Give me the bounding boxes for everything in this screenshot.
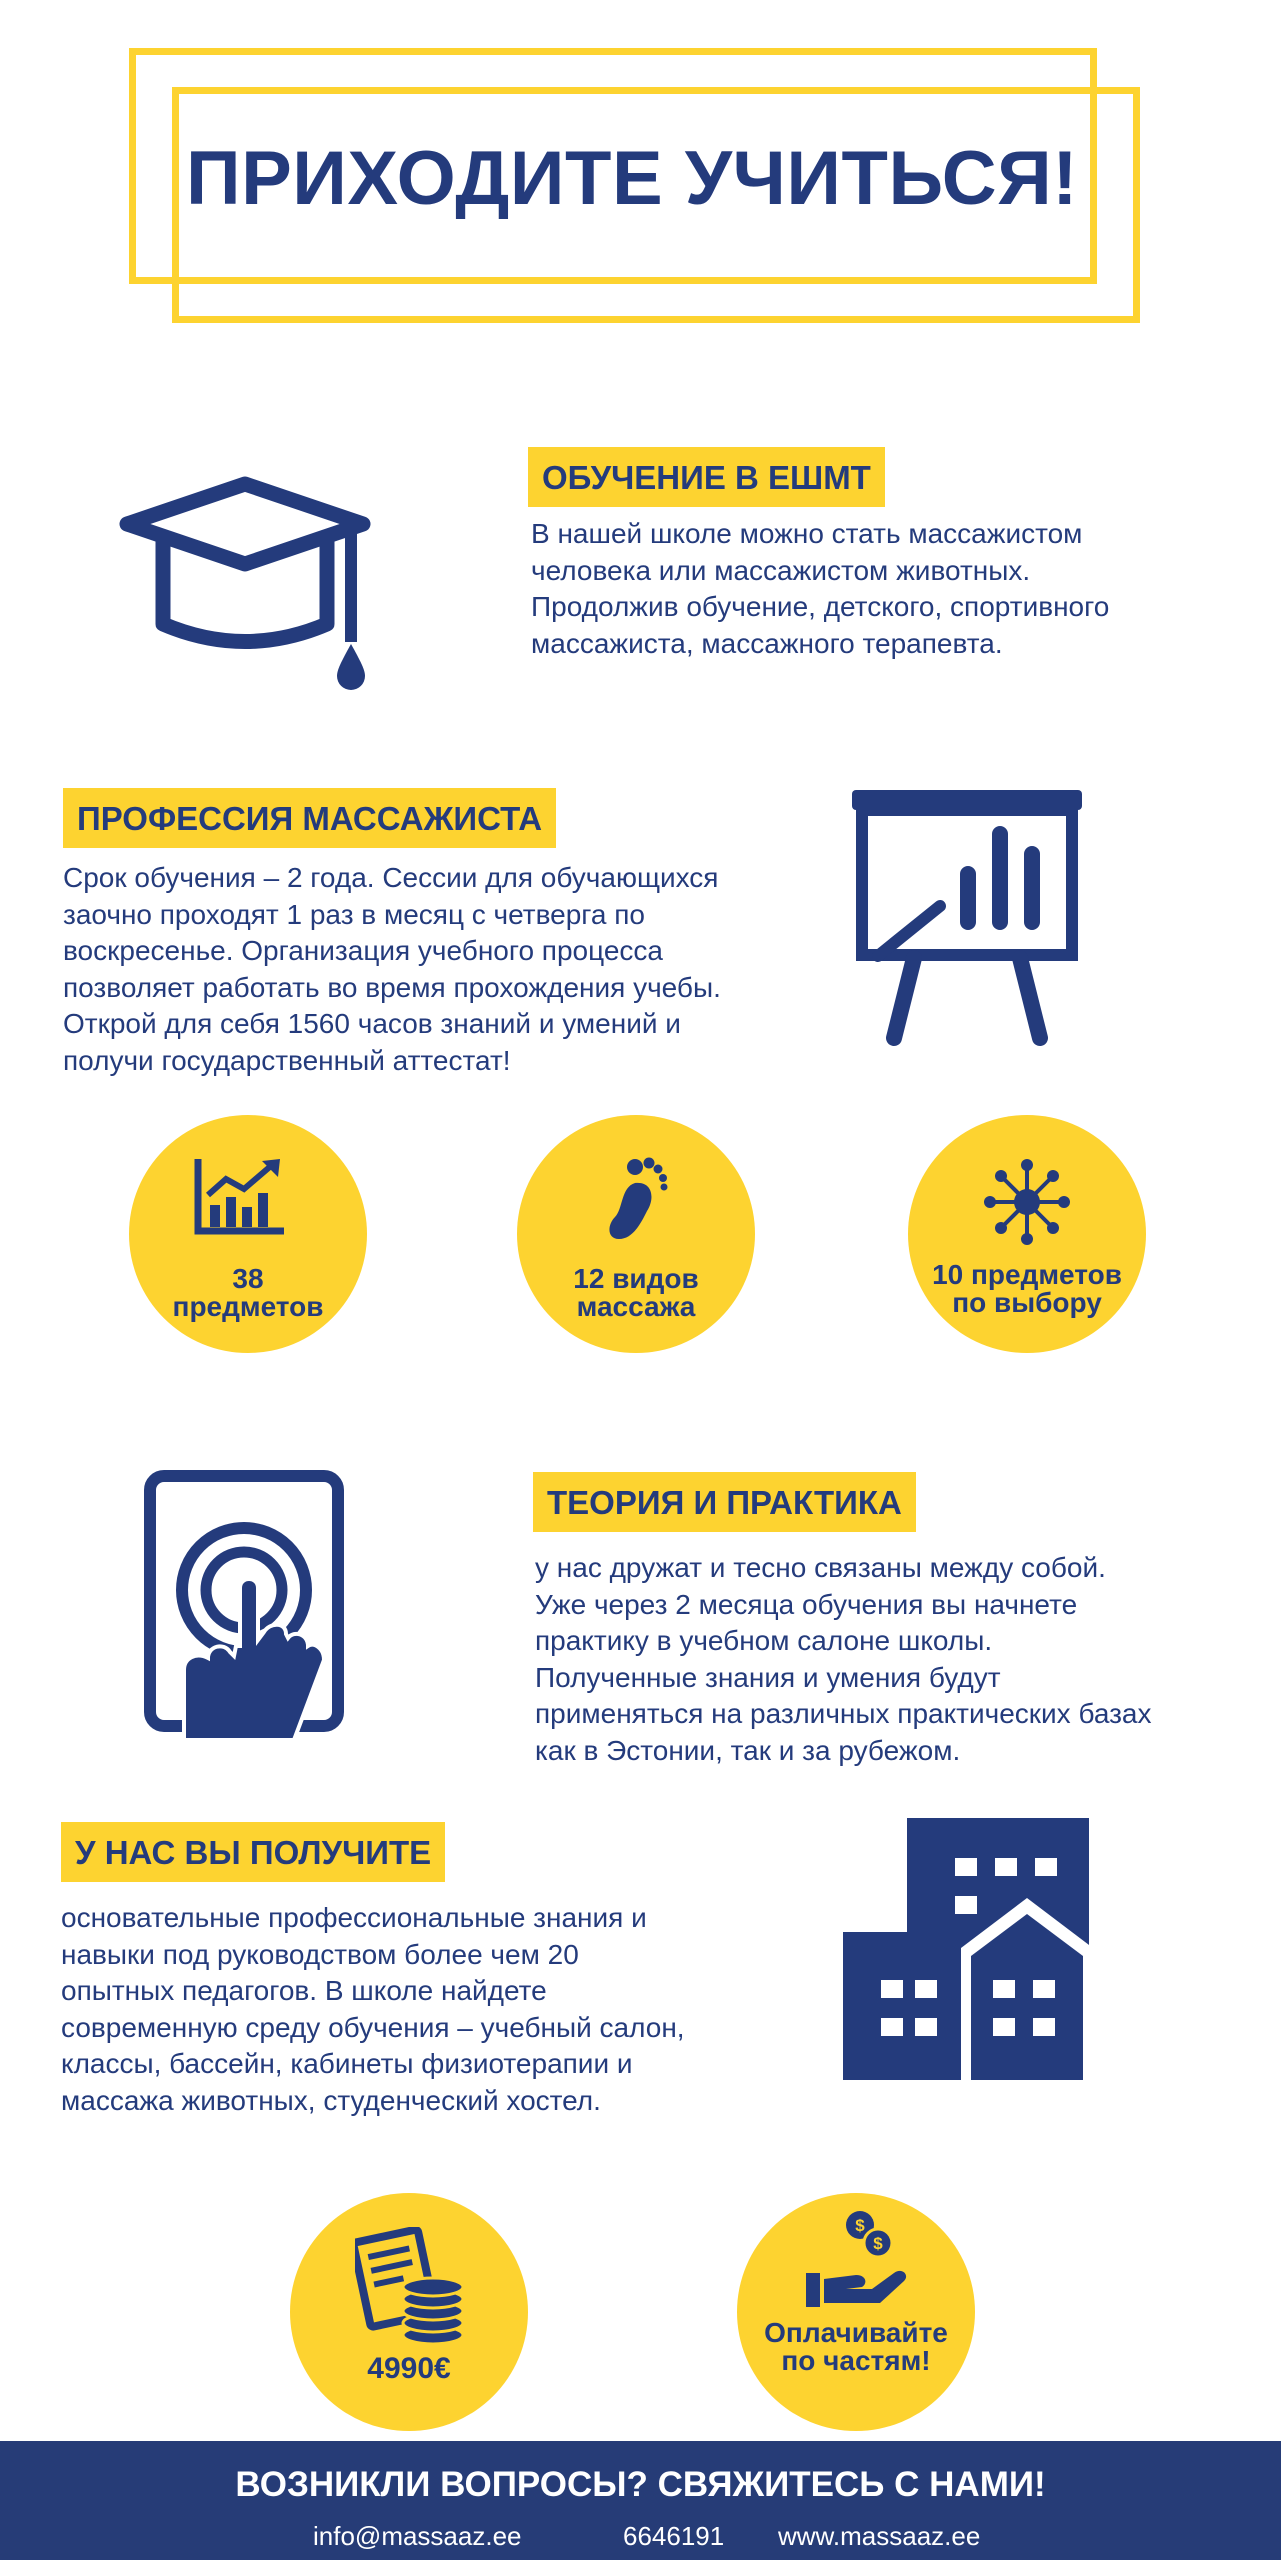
stat-value: 38 (232, 1263, 264, 1294)
paragraph-line: Открой для себя 1560 часов знаний и умений и (63, 1008, 681, 1039)
heading-profession: ПРОФЕССИЯ МАССАЖИСТА (63, 788, 556, 848)
price-value: 4990€ (367, 2352, 451, 2385)
paragraph-line: опытных педагогов. В школе найдете (61, 1975, 547, 2006)
stat-label (129, 1265, 367, 1321)
stat-label (908, 1261, 1146, 1317)
installments-line1: Оплачивайте (764, 2317, 948, 2348)
bar-chart-icon (192, 1155, 288, 1239)
price-label (290, 2352, 528, 2385)
paragraph-line: основательные профессиональные знания и (61, 1902, 647, 1933)
svg-text:$: $ (873, 2234, 883, 2253)
paragraph-line: массажиста, массажного терапевта. (531, 627, 1003, 659)
heading-study: ОБУЧЕНИЕ В ЕШМТ (528, 447, 885, 507)
price-circle (290, 2193, 528, 2431)
price-coins-icon (355, 2227, 465, 2345)
paragraph-line: практику в учебном салоне школы. (535, 1625, 993, 1656)
stat-massage-types (517, 1115, 755, 1353)
svg-text:$: $ (855, 2216, 865, 2235)
installments-line2: по частям! (781, 2345, 931, 2376)
footer-email-link[interactable]: info@massaaz.ee (313, 2521, 522, 2551)
paragraph-line: человека или массажистом животных. (531, 554, 1031, 586)
stat-value: 10 предметов (932, 1259, 1122, 1290)
stat-unit: предметов (172, 1291, 324, 1322)
page-title: ПРИХОДИТЕ УЧИТЬСЯ! (185, 136, 1079, 221)
paragraph-line: воскресенье. Организация учебного процесса (63, 935, 663, 966)
paragraph-line: Полученные знания и умения будут (535, 1661, 1001, 1693)
paragraph-study (531, 516, 1109, 662)
buildings-icon (843, 1818, 1093, 2080)
footprint-icon (605, 1153, 669, 1243)
paragraph-line: как в Эстонии, так и за рубежом. (535, 1734, 961, 1766)
footer-phone-link[interactable]: 6646191 (623, 2521, 725, 2551)
graduation-cap-icon (115, 474, 375, 694)
paragraph-receive (61, 1900, 685, 2119)
paragraph-line: заочно проходят 1 раз в месяц с четверга по (63, 898, 645, 930)
paragraph-line: навыки под руководством более чем 20 (61, 1938, 579, 1970)
paragraph-line: классы, бассейн, кабинеты физиотерапии и (61, 2048, 633, 2079)
footer-title: ВОЗНИКЛИ ВОПРОСЫ? СВЯЖИТЕСЬ С НАМИ! (235, 2465, 1046, 2504)
paragraph-line: Срок обучения – 2 года. Сессии для обучающихся (63, 862, 719, 893)
paragraph-line: современную среду обучения – учебный салон, (61, 2011, 685, 2043)
paragraph-line: массажа животных, студенческий хостел. (61, 2084, 601, 2116)
stat-value: 12 видов (573, 1263, 699, 1294)
paragraph-line: позволяет работать во время прохождения учебы. (63, 971, 721, 1003)
installments-label (737, 2319, 975, 2375)
stat-unit: по выбору (952, 1287, 1102, 1318)
network-icon (982, 1157, 1072, 1247)
paragraph-profession (63, 860, 721, 1079)
paragraph-line: применяться на различных практических базах (535, 1698, 1152, 1729)
stat-unit: массажа (576, 1291, 696, 1322)
stat-electives (908, 1115, 1146, 1353)
installments-circle (737, 2193, 975, 2431)
paragraph-line: Уже через 2 месяца обучения вы начнете (535, 1588, 1078, 1620)
heading-receive: У НАС ВЫ ПОЛУЧИТЕ (61, 1822, 445, 1882)
stat-label (517, 1265, 755, 1321)
paragraph-line: у нас дружат и тесно связаны между собой. (535, 1552, 1106, 1583)
paragraph-theory (535, 1550, 1152, 1769)
presentation-board-icon (852, 788, 1082, 1048)
paragraph-line: Продолжив обучение, детского, спортивного (531, 591, 1110, 622)
heading-theory: ТЕОРИЯ И ПРАКТИКА (533, 1472, 916, 1532)
hand-coins-icon (802, 2207, 912, 2311)
tablet-touch-icon (144, 1470, 344, 1740)
stat-subjects (129, 1115, 367, 1353)
paragraph-line: получи государственный аттестат! (63, 1044, 511, 1076)
paragraph-line: В нашей школе можно стать массажистом (531, 518, 1083, 549)
footer (0, 2441, 1281, 2560)
footer-website-link[interactable]: www.massaaz.ee (778, 2521, 981, 2551)
